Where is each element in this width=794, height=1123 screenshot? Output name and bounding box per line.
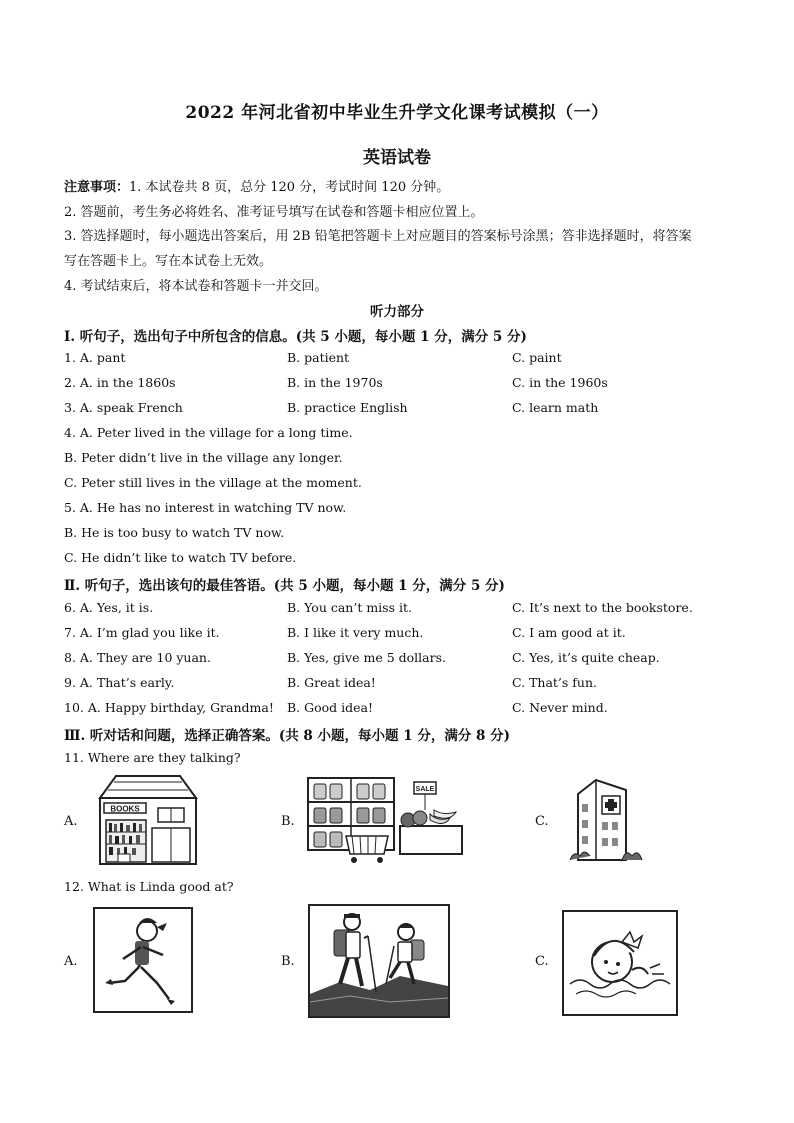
q4-option-c: C. Peter still lives in the village at the moment. (64, 475, 362, 490)
q10-option-b: B. Good idea! (287, 700, 374, 715)
exam-title: 2022 年河北省初中毕业生升学文化课考试模拟（一） (185, 103, 609, 123)
hospital-picture (566, 776, 644, 864)
bookstore-picture (94, 774, 202, 866)
q11-label-c: C. (535, 814, 549, 829)
q7-option-b: B. I like it very much. (287, 625, 424, 640)
q11-label-a: A. (64, 814, 78, 829)
section-1-heading: Ⅰ. 听句子，选出句子中所包含的信息。(共 5 小题，每小题 1 分，满分 5 分) (64, 329, 527, 345)
note-4: 4. 考试结束后，将本试卷和答题卡一并交回。 (64, 279, 328, 294)
q8-option-b: B. Yes, give me 5 dollars. (287, 650, 446, 665)
q3-option-b: B. practice English (287, 400, 408, 415)
q9-option-c: C. That’s fun. (512, 675, 597, 690)
q8-option-a: 8. A. They are 10 yuan. (64, 650, 211, 665)
q5-option-c: C. He didn’t like to watch TV before. (64, 550, 297, 565)
q5-option-a: 5. A. He has no interest in watching TV now. (64, 500, 347, 515)
supermarket-picture (306, 774, 466, 866)
q11-question: 11. Where are they talking? (64, 750, 241, 765)
q1-option-b: B. patient (287, 350, 350, 365)
note-3b: 写在答题卡上。写在本试卷上无效。 (64, 254, 273, 269)
q12-label-c: C. (535, 954, 549, 969)
q12-label-b: B. (281, 954, 295, 969)
notes-line-1 (64, 176, 449, 195)
listening-heading: 听力部分 (370, 304, 424, 320)
q12-label-a: A. (64, 954, 78, 969)
q11-label-b: B. (281, 814, 295, 829)
q12-question: 12. What is Linda good at? (64, 879, 234, 894)
section-2-heading: Ⅱ. 听句子，选出该句的最佳答语。(共 5 小题，每小题 1 分，满分 5 分) (64, 578, 505, 594)
q6-option-a: 6. A. Yes, it is. (64, 600, 154, 615)
note-2: 2. 答题前，考生务必将姓名、准考证号填写在试卷和答题卡相应位置上。 (64, 205, 484, 220)
q4-option-a: 4. A. Peter lived in the village for a long time. (64, 425, 353, 440)
q7-option-a: 7. A. I’m glad you like it. (64, 625, 220, 640)
sale-sign: SALE (415, 786, 435, 793)
q2-option-a: 2. A. in the 1860s (64, 375, 176, 390)
q5-option-b: B. He is too busy to watch TV now. (64, 525, 285, 540)
note-3a: 3. 答选择题时，每小题选出答案后，用 2B 铅笔把答题卡上对应题目的答案标号涂黑；答非选择题时，将答案 (64, 229, 692, 244)
running-picture (93, 907, 193, 1013)
section-3-heading: Ⅲ. 听对话和问题，选择正确答案。(共 8 小题，每小题 1 分，满分 8 分) (64, 728, 510, 744)
swimming-picture (562, 910, 678, 1016)
q10-option-a: 10. A. Happy birthday, Grandma! (64, 700, 274, 715)
q4-option-b: B. Peter didn’t live in the village any longer. (64, 450, 343, 465)
q3-option-a: 3. A. speak French (64, 400, 183, 415)
q2-option-b: B. in the 1970s (287, 375, 383, 390)
q9-option-a: 9. A. That’s early. (64, 675, 175, 690)
q1-option-c: C. paint (512, 350, 562, 365)
q1-option-a: 1. A. pant (64, 350, 126, 365)
hiking-picture (308, 904, 450, 1018)
q6-option-b: B. You can’t miss it. (287, 600, 412, 615)
q9-option-b: B. Great idea! (287, 675, 376, 690)
q3-option-c: C. learn math (512, 400, 599, 415)
q2-option-c: C. in the 1960s (512, 375, 608, 390)
q10-option-c: C. Never mind. (512, 700, 608, 715)
notes-label: 注意事项： (64, 180, 130, 195)
bookstore-sign: BOOKS (110, 804, 140, 814)
q8-option-c: C. Yes, it’s quite cheap. (512, 650, 660, 665)
q6-option-c: C. It’s next to the bookstore. (512, 600, 693, 615)
note-1: 1. 本试卷共 8 页，总分 120 分，考试时间 120 分钟。 (129, 180, 450, 195)
q7-option-c: C. I am good at it. (512, 625, 626, 640)
exam-subtitle: 英语试卷 (363, 148, 431, 168)
